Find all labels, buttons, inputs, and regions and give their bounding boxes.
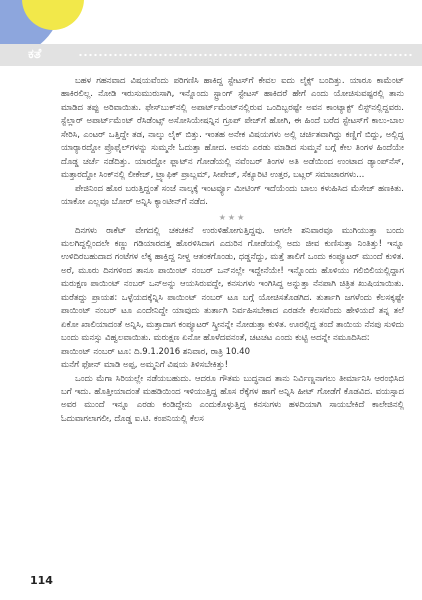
note-line-date: ಪಾಯಿಂಟ್ ನಂಬರ್ ಟೂ: ದಿ.9.1.2016 ಶನಿವಾರ, ರಾತ್ರಿ 10.40 (61, 346, 250, 357)
section-label: ಕತೆ (28, 47, 42, 62)
story-text (61, 75, 404, 426)
paragraph-4 (61, 346, 404, 373)
paragraph-3: ದಿನಗಳು ರಾಕೆಟ್ ವೇಗದಲ್ಲಿ ಚಕಚಕನೆ ಉರುಳಿಹೋಗುತ್ತಿದ್ದವು. ಆಗಲೇ ಶನಿವಾರವೂ ಮುಗಿಯುತ್ತಾ ಬಂದು ಮಲಗಿದ್ದಲ್ಲಿಂದಲೇ ಕಣ್ಣು ಗಡಿಯಾರದತ್ತ ಹೊರಳಿಸಿದಾಗ ಎದುರಿನ ಗೋಡೆಯಲ್ಲಿ ಅದು ಜೀವ ಕುಣಿಸುತ್ತಾ ನಿಂತಿತ್ತು! ಇನ್ನೂ ಉಳಿದಿರಬಹುದಾದ ಗಂಟೆಗಳ ಲೆಕ್ಕ ಹಾಕ್ತಿದ್ದ ನೀಳ್ದ ಆತಂಕಗೊಂಡು, ಧಡ್ಡನೆದ್ದು, ಮತ್ತೆ ತಾಲಿಗೆ ಒಂದು ಕಂಪ್ಯೂಟರ್ ಮುಂದೆ ಕುಳಿತ. ಅರೆ, ಮೂರು ದಿನಗಳಿಂದ ತಾನೂ ಪಾಯಿಂಟ್ ನಂಬರ್ ಒನ್‌ನಲ್ಲೇ ಇದ್ದೇನೆಯೇ! ಇನ್ನೊಂದು ಹೊಳಿಯು ಗಲಿಬಿಲಿಯಲ್ಲಿದ್ದಾಗ ಮರುಕ್ಷಣ ಪಾಯಿಂಟ್ ನಂಬರ್ ಒನ್‌ಅನ್ನು ಆಯಸಿರುವದ್ದೇ, ಕನಸುಗಳು ಇಂಗಿಸಿದ್ದ ಅನ್ನುತ್ತಾ ನೆನಪಾಗಿ ಚಿತ್ರಿತ ಖುಷಿಯಾಯಿತು. ಮರೆತದ್ದು ಪ್ರಾಯಶ: ಒಳ್ಳೆಯದಕ್ಕೆನ್ನಿಸಿ ಪಾಯಿಂಟ್ ನಂಬರ್ ಟೂ ಬಗ್ಗೆ ಯೋಚಿಸತೊಡಗಿದ. ತುರ್ತಾಗಿ ಜಗಳೆಂದು ಕೆಲಸಕ್ಕಷ್ಟೇ ಪಾಯಿಂಟ್ ನಂಬರ್ ಟೂ ಎಂದೇನಿದ್ದೇ ಯಾವುದು ತುರ್ತಾಗಿ ನಿರ್ವಹಿಸಬೇಕಾದ ಎರಡನೇ ಕೆಲಸವೆಂದು ಹೇಳಿಯದೆ ತನ್ನ ತಲೆ ಏಕೋ ಖಾಲಿಯಾದಂತೆ ಅನ್ನಿಸಿ, ಮತ್ತಾದಾಗ ಕಂಪ್ಯೂಟರ್ ಸ್ಕ್ರೀನನ್ನೇ ನೋಡುತ್ತಾ ಕುಳಿತ. ಊರಲ್ಲಿದ್ದ ತಂದೆ ತಾಯಿಯ ನೆನಪು ಸುಳಿದು ಬಂದು ಮನಸ್ಸು ವಿಹ್ವಲವಾಯಿತು. ಮರುಕ್ಷಣ ಏನೋ ಹೊಳೆದವನಂತೆ, ಚಟಚಟ ಎಂದು ಕುಟ್ಟಿ ಅದನ್ನೇ ನಮೂದಿಸಿದ: (61, 225, 404, 344)
note-line-task: ಮನೆಗೆ ಫೋನ್ ಮಾಡಿ ಅಪ್ಪ, ಅಮ್ಮನಿಗೆ ವಿಷಯ ತಿಳಿಸಬೇಕಿತ್ತು! (61, 360, 229, 371)
dotted-rule (78, 53, 414, 57)
paragraph-5: ಒಂದು ಮೆಗಾ ಸಿರಿಯಲ್ಲೇ ನಡೆಯಬಹುದು. ಆದರೂ ಗೌತಮ ಬುದ್ಧನಾದ ತಾನು ನಿರ್ವಿಣ್ಣನಾಗಲು ತೀರ್ಮಾನಿಸಿ ಆರಂಭಿಸಿದ ಬಗೆ ಇದು. ಹೊತ್ತೀಯಾದಂತೆ ಮಹಡಿಯಿಂದ ಇಳಿಯುತ್ತಿದ್ದ ಹೊಸ ರೆಕ್ಕೆಗಳ ಹಾಗೆ ಅನ್ನಿಸಿ ಹೀಟ್ ಗೋಡೆಗೆ ಕೊಡವಿದ. ವಯಸ್ಸಾದ ಅವರ ಮುಂದೆ ಇನ್ನೂ ಎರಡು ಕಂಡಿದ್ದೇನು ಎಂದುಕೊಳ್ಳುತ್ತಿದ್ದ ಕನಸುಗಳು ಹಳದಿಯಾಗಿ ಸಾಯಬೇಕಿದೆ ಕಾಲೇಜಿನಲ್ಲಿ ಓದುವಾಗಲಾಗಲೀ, ದೊಡ್ಡ ಐ.ಟಿ. ಕಂಪನಿಯಲ್ಲಿ ಕೆಲಸ (61, 373, 404, 424)
paragraph-2: ಪೇಜಿನಿಂದ ಹೊರ ಬರುತ್ತಿದ್ದಂತೆ ಸಂಜೆ ನಾಲ್ಕಕ್ಕೆ ಇಂಟರ್ವ್ಯೂ ಮೀಟಿಂಗ್ ಇದೆಯೆಂದು ಬಾಲು ಕಳುಹಿಸಿದ ಮೆಸೇಜ್ ಹಣಕಿತು. ಯಾಕೋ ಎಲ್ಲವೂ ಬೋರ್ ಅನ್ನಿಸಿ ಕ್ಯಾಂಟೀನ್‌ಗೆ ನಡೆದ. (61, 183, 404, 208)
page-number: 114 (30, 574, 53, 587)
paragraph-1: ಬಹಳ ಗಹನವಾದ ವಿಷಯವೆಂದು ಪರಿಗಣಿಸಿ ಹಾಕಿದ್ದ ಸ್ಟೇಟಸ್‌ಗೆ ಕೇವಲ ಐದು ಲೈಕ್ಸ್ ಬಂದಿತ್ತು. ಯಾರೂ ಕಾಮೆಂಟ್ ಹಾಕಿರಲಿಲ್ಲ. ನೋಡಿ ಇರುಸುಮುರುಸಾಗಿ, ಇನ್ನೊಂದು ಸ್ಟ್ರಾಂಗ್ ಸ್ಟೇಟಸ್ ಹಾಕಿದರೆ ಹೇಗೆ ಎಂದು ಯೋಚಿಸುವಷ್ಟರಲ್ಲಿ ತಾನು ಮಾಡಿದ ತಪ್ಪು ಅರಿವಾಯಿತು. ಫೇಸ್‌ಬುಕ್‌ನಲ್ಲಿ ಅಪಾರ್ಟ್‌ಮೆಂಟ್‌ನಲ್ಲಿರುವ ಒಂದಿಬ್ಬರಷ್ಟೇ ಅವನ ಕಾಂಟ್ಯಾಕ್ಟ್ ಲಿಸ್ಟ್‌ನಲ್ಲಿದ್ದವರು. ಸ್ಟೆಲ್ಲಾರ್ ಅಪಾರ್ಟ್‌ಮೆಂಟ್ ರೆಸಿಡೆಂಟ್ಸ್ ಅಸೋಸಿಯೇಷನ್ನಿನ ಗ್ರೂಪ್ ಪೇಜ್‌ಗೆ ಹೋಗಿ, ಈ ಹಿಂದೆ ಬರೆದ ಸ್ಟೇಟಸ್‌ಗೆ ಕಾಲು-ಬಾಲ ಸೇರಿಸಿ, ಎಂಟರ್ ಒತ್ತಿದ್ದೇ ತಡ, ನಾಲ್ಕು ಲೈಕ್ ಬಿತ್ತು. ಇಂತಹ ಅನೇಕ ವಿಷಯಗಳು ಅಲ್ಲಿ ಚರ್ಚಿತವಾಗಿದ್ದು ಕಣ್ಣಿಗೆ ಬಿದ್ದು, ಅಲ್ಲಿದ್ದ ಯಾರ್‍ಯಾರದ್ದೋ ಪ್ರೊಫೈಲ್‌ಗಳನ್ನು ಸುಮ್ಮನೇ ಓದುತ್ತಾ ಹೋದ. ಅವನು ಎರಡು ಮಾಡಿದ ಸುಮ್ಮನೆ ಬಗ್ಗೆ ಕೇಲ ತಿಂಗಳ ಹಿಂದೆಯೇ ದೊಡ್ಡ ಚರ್ಚೆ ನಡೆದಿತ್ತು. ಯಾರದ್ದೋ ಫ್ಲಾಟ್‌ನ ಗೋಡೆಯಲ್ಲಿ ನವೆಂಬರ್ ತಿಂಗಳ ಅತಿ ಅಡೆಯಿಂದ ಉಂಟಾದ ಡ್ಯಾಂಪ್‌ನೆಸ್, ಮತ್ತಾರದ್ದೋ ಸಿಂಕ್‌ನಲ್ಲಿ ಲೀಕೇಜ್, ಟ್ರ್ಯಾಫಿಕ್ ಪ್ರಾಬ್ಲಮ್, ಸೀಪೇಜ್, ಸೆಕ್ಯೂರಿಟಿ ಉತ್ತರ, ಬಟ್ಲರ್ ಸಮಾಚಾರಗಳು... (61, 76, 404, 181)
section-separator: ★★★ (218, 212, 247, 222)
